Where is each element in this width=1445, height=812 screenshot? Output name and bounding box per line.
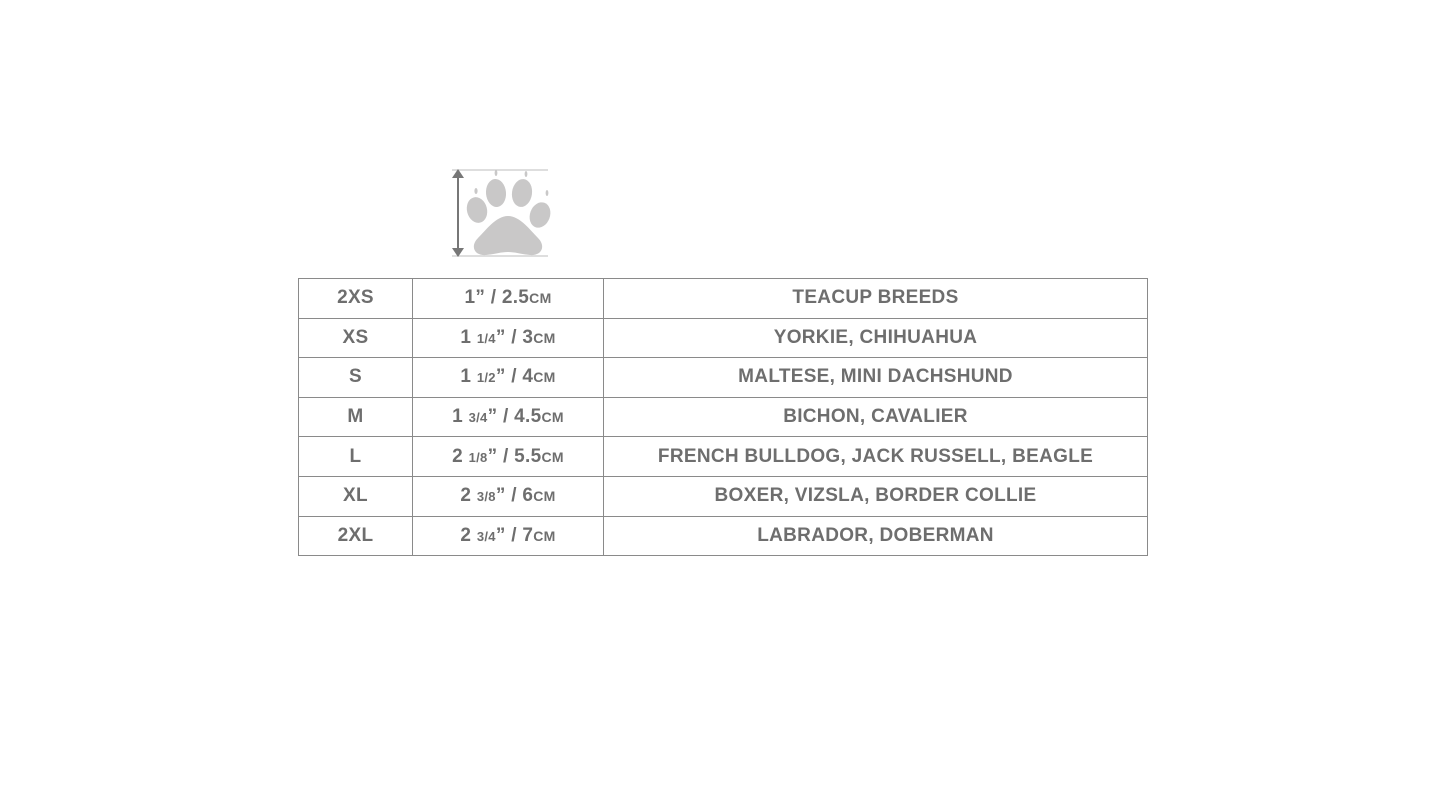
measure-unit: CM — [533, 527, 556, 544]
breeds-cell: LABRADOR, DOBERMAN — [604, 516, 1148, 556]
measure-rest: ” / 3 — [495, 326, 534, 348]
measure-whole: 2 — [460, 524, 477, 546]
measure-whole: 1 — [452, 406, 469, 428]
measure-unit: CM — [533, 369, 556, 386]
measurement-cell — [413, 397, 604, 437]
size-cell: M — [299, 397, 413, 437]
table-row — [299, 397, 1148, 437]
size-cell: S — [299, 358, 413, 398]
size-cell: 2XL — [299, 516, 413, 556]
measure-fraction: 1/4 — [476, 330, 496, 346]
table-row — [299, 279, 1148, 319]
measure-rest: ” / 2.5 — [475, 287, 530, 309]
paw-icon — [446, 166, 556, 260]
measure-fraction: 1/2 — [476, 370, 496, 386]
measure-whole: 2 — [460, 485, 477, 507]
measure-rest: ” / 4 — [495, 366, 534, 388]
measure-unit: CM — [533, 488, 556, 505]
table-row — [299, 476, 1148, 516]
measurement-cell — [413, 516, 604, 556]
size-chart-table — [298, 278, 1148, 556]
breeds-cell: YORKIE, CHIHUAHUA — [604, 318, 1148, 358]
breeds-cell: BOXER, VIZSLA, BORDER COLLIE — [604, 476, 1148, 516]
breeds-cell: MALTESE, MINI DACHSHUND — [604, 358, 1148, 398]
measurement-cell — [413, 476, 604, 516]
size-cell: 2XS — [299, 279, 413, 319]
measure-rest: ” / 5.5 — [487, 445, 542, 467]
size-cell: L — [299, 437, 413, 477]
breeds-cell: BICHON, CAVALIER — [604, 397, 1148, 437]
measure-whole: 2 — [452, 445, 469, 467]
measure-rest: ” / 4.5 — [487, 406, 542, 428]
measure-whole: 1 — [460, 326, 477, 348]
size-cell: XL — [299, 476, 413, 516]
measurement-cell — [413, 318, 604, 358]
measure-fraction: 3/4 — [476, 528, 496, 544]
measure-fraction: 1/8 — [468, 449, 488, 465]
measure-unit: CM — [541, 448, 564, 465]
measure-whole: 1 — [464, 287, 476, 309]
measure-unit: CM — [533, 329, 556, 346]
measurement-cell — [413, 279, 604, 319]
measure-unit: CM — [529, 290, 552, 307]
breeds-cell: FRENCH BULLDOG, JACK RUSSELL, BEAGLE — [604, 437, 1148, 477]
measure-fraction: 3/4 — [468, 410, 488, 426]
measure-unit: CM — [541, 409, 564, 426]
table-row — [299, 516, 1148, 556]
paw-shape — [464, 170, 554, 255]
table-row — [299, 358, 1148, 398]
measure-rest: ” / 7 — [495, 524, 534, 546]
measure-fraction: 3/8 — [476, 489, 496, 505]
measure-rest: ” / 6 — [495, 485, 534, 507]
measurement-cell — [413, 437, 604, 477]
breeds-cell: TEACUP BREEDS — [604, 279, 1148, 319]
measurement-cell — [413, 358, 604, 398]
height-arrow-icon — [452, 169, 464, 257]
table-row — [299, 437, 1148, 477]
measure-whole: 1 — [460, 366, 477, 388]
table-row — [299, 318, 1148, 358]
size-cell: XS — [299, 318, 413, 358]
paw-measurement-diagram — [446, 166, 556, 260]
